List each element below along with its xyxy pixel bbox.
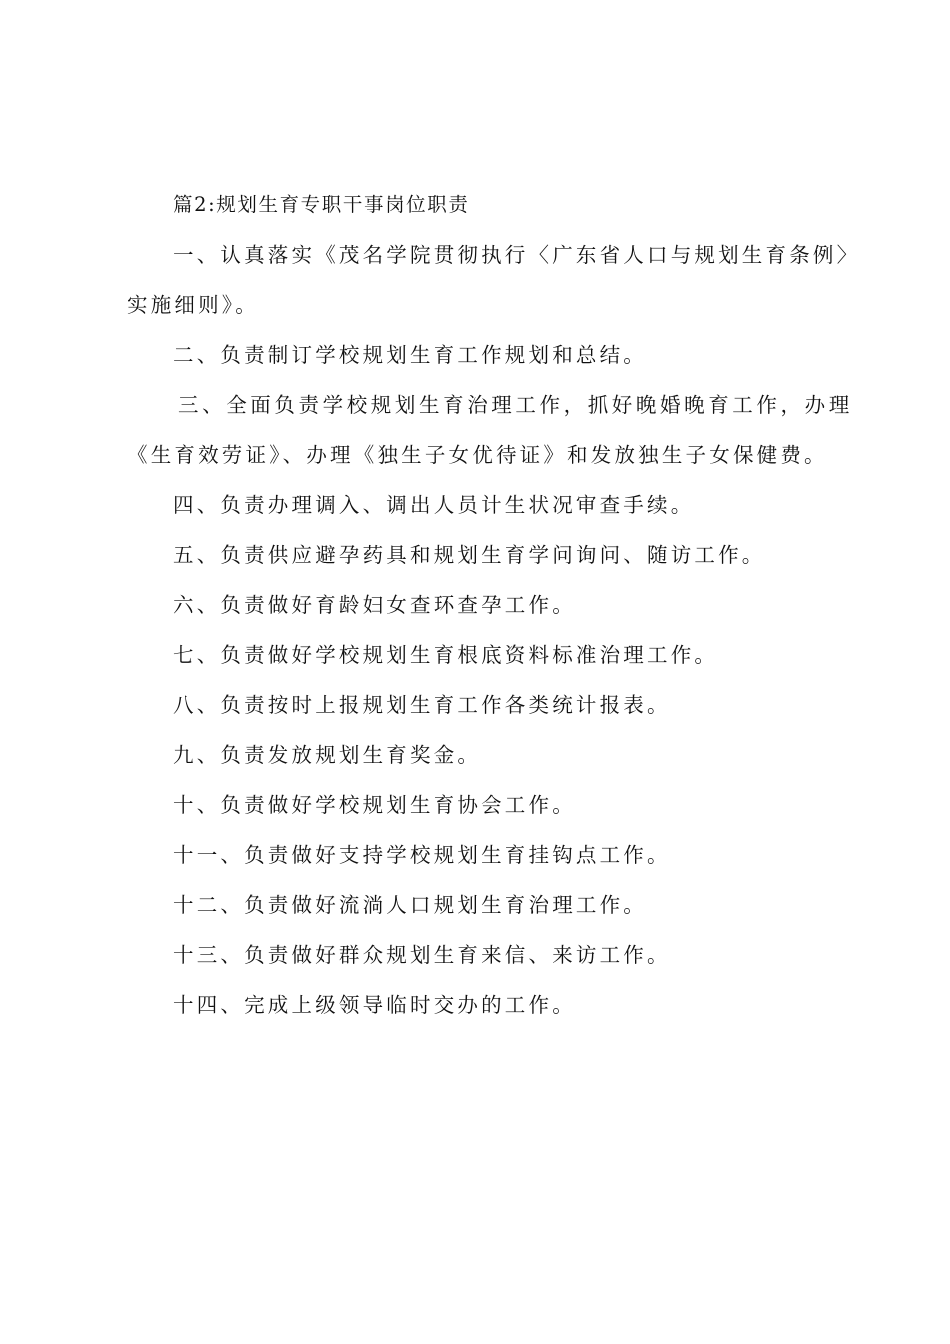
duty-6: 六、负责做好育龄妇女查环查孕工作。 [173, 593, 576, 617]
duty-10: 十、负责做好学校规划生育协会工作。 [173, 793, 576, 817]
duty-2: 二、负责制订学校规划生育工作规划和总结。 [173, 343, 647, 367]
duty-8: 八、负责按时上报规划生育工作各类统计报表。 [173, 693, 671, 717]
duty-1-line-1: 一、认真落实《茂名学院贯彻执行〈广东省人口与规划生育条例〉 [173, 243, 861, 267]
duty-3-line-1: 三、全面负责学校规划生育治理工作，抓好晚婚晚育工作，办理 [178, 393, 853, 417]
duty-7: 七、负责做好学校规划生育根底资料标准治理工作。 [173, 643, 719, 667]
duty-3-line-2: 《生育效劳证》、办理《独生子女优待证》和发放独生子女保健费。 [127, 443, 828, 467]
duty-11: 十一、负责做好支持学校规划生育挂钩点工作。 [173, 843, 671, 867]
duty-12: 十二、负责做好流淌人口规划生育治理工作。 [173, 893, 647, 917]
duty-9: 九、负责发放规划生育奖金。 [173, 743, 482, 767]
duty-13: 十三、负责做好群众规划生育来信、来访工作。 [173, 943, 671, 967]
duty-5: 五、负责供应避孕药具和规划生育学问询问、随访工作。 [173, 543, 766, 567]
duty-1-line-2: 实施细则》。 [127, 293, 259, 317]
duty-14: 十四、完成上级领导临时交办的工作。 [173, 993, 576, 1017]
document-title: 篇2:规划生育专职干事岗位职责 [173, 193, 470, 216]
duty-4: 四、负责办理调入、调出人员计生状况审查手续。 [173, 493, 695, 517]
